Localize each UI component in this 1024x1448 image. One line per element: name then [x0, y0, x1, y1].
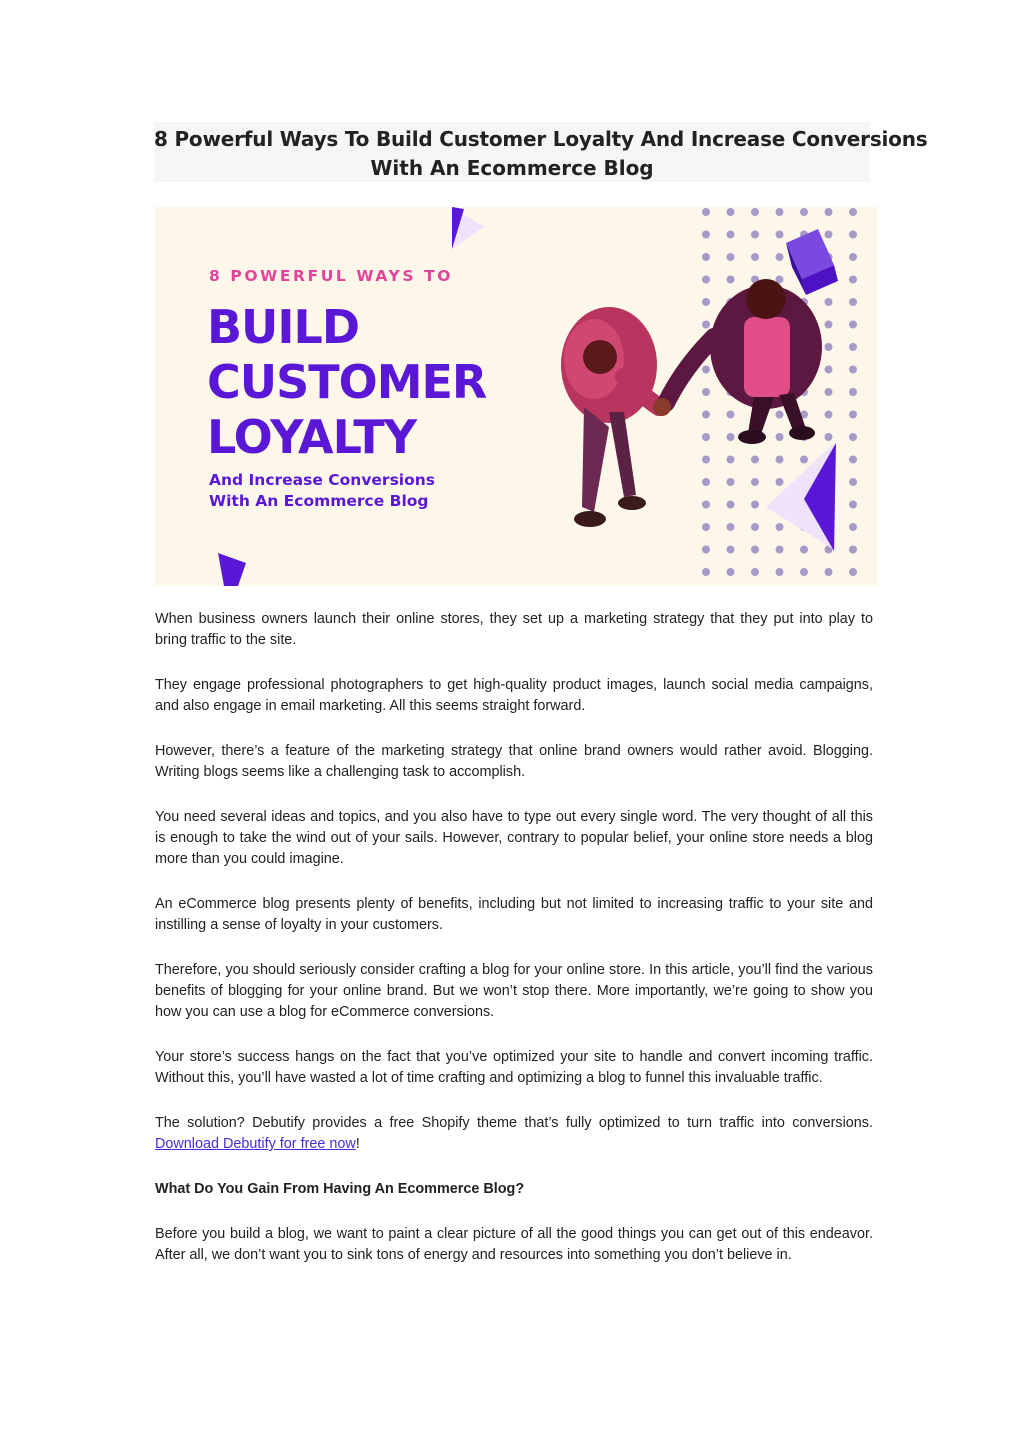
dot	[849, 411, 857, 419]
dot	[800, 456, 808, 464]
section-heading: What Do You Gain From Having An Ecommerce Blog?	[155, 1181, 525, 1197]
dot	[751, 523, 759, 531]
dot	[727, 411, 735, 419]
dot	[702, 366, 710, 374]
dot	[825, 208, 833, 216]
dot	[702, 411, 710, 419]
dot	[727, 523, 735, 531]
dot	[776, 231, 784, 239]
dot	[849, 231, 857, 239]
paragraph-text: The solution? Debutify provides a free Shopify theme that’s fully optimized to turn traffic into conversions.	[155, 1115, 873, 1131]
article-title	[154, 122, 928, 182]
dot	[849, 546, 857, 554]
dot	[702, 253, 710, 261]
dot	[702, 276, 710, 284]
dot	[727, 456, 735, 464]
dot	[751, 231, 759, 239]
dot	[849, 298, 857, 306]
dot	[849, 253, 857, 261]
paragraph: Your store’s success hangs on the fact that you’ve optimized your site to handle and convert incoming traffic. Without this, you’ll have wasted a lot of time crafting and optimizing a blog to funnel this invaluable traffic.	[155, 1049, 873, 1086]
dot	[825, 343, 833, 351]
dot	[727, 501, 735, 509]
paragraph-text: !	[355, 1136, 360, 1152]
dot	[825, 321, 833, 329]
dot	[702, 231, 710, 239]
dot	[776, 456, 784, 464]
hero-kicker-text: 8 POWERFUL WAYS TO	[209, 267, 454, 285]
dot	[800, 546, 808, 554]
dot	[751, 478, 759, 486]
dot	[776, 208, 784, 216]
dot	[825, 433, 833, 441]
hero-headline-line-1: BUILD	[207, 300, 360, 354]
dot	[825, 231, 833, 239]
dot	[751, 208, 759, 216]
paragraph: They engage professional photographers to get high-quality product images, launch social media campaigns, and also engage in email marketing. All this seems straight forward.	[155, 677, 873, 714]
dot	[751, 501, 759, 509]
dot	[800, 568, 808, 576]
dot	[849, 276, 857, 284]
person-left-illustration	[561, 307, 659, 527]
dot	[849, 501, 857, 509]
dot	[776, 253, 784, 261]
dot	[727, 253, 735, 261]
dot	[751, 456, 759, 464]
hero-headline-line-2: CUSTOMER	[207, 355, 487, 409]
dot	[702, 208, 710, 216]
dot	[702, 321, 710, 329]
dot	[849, 478, 857, 486]
paragraph-with-link	[155, 1113, 873, 1155]
person-right-illustration	[666, 279, 822, 444]
dot	[702, 501, 710, 509]
hero-headline-line-3: LOYALTY	[207, 410, 417, 464]
paragraph: Before you build a blog, we want to paint a clear picture of all the good things you can get out of this endeavor. After all, we don’t want you to sink tons of energy and resources into something you don’t believe in.	[155, 1226, 873, 1263]
hero-image	[154, 207, 878, 586]
dot	[702, 546, 710, 554]
dot	[776, 433, 784, 441]
article-title-line-1: 8 Powerful Ways To Build Customer Loyalty And Increase Conversions	[154, 127, 928, 151]
download-debutify-link[interactable]: Download Debutify for free now	[155, 1136, 356, 1152]
shape-decoration-bottom	[218, 553, 246, 586]
dot	[849, 523, 857, 531]
dot	[825, 568, 833, 576]
dot	[825, 388, 833, 396]
article-title-line-2: With An Ecommerce Blog	[370, 156, 654, 180]
dot	[825, 298, 833, 306]
dot	[776, 478, 784, 486]
dot	[849, 208, 857, 216]
paragraph: An eCommerce blog presents plenty of benefits, including but not limited to increasing traffic to your site and instilling a sense of loyalty in your customers.	[155, 896, 873, 933]
dot	[825, 366, 833, 374]
dot	[702, 433, 710, 441]
dot	[776, 546, 784, 554]
dot	[727, 568, 735, 576]
dot	[849, 366, 857, 374]
dot	[849, 321, 857, 329]
paragraph: You need several ideas and topics, and you also have to type out every single word. The very thought of all this is enough to take the wind out of your sails. However, contrary to popular belief, your online store needs a blog more than you could imagine.	[155, 809, 873, 867]
dot	[849, 433, 857, 441]
dot	[751, 546, 759, 554]
dot	[849, 568, 857, 576]
paragraph: When business owners launch their online stores, they set up a marketing strategy that they put into play to bring traffic to the site.	[155, 611, 873, 648]
dot	[825, 411, 833, 419]
dot	[849, 343, 857, 351]
dot	[776, 568, 784, 576]
dot	[849, 456, 857, 464]
paragraph: However, there’s a feature of the marketing strategy that online brand owners would rather avoid. Blogging. Writing blogs seems like a challenging task to accomplish.	[155, 743, 873, 780]
dot	[702, 523, 710, 531]
dot	[751, 253, 759, 261]
dot	[776, 411, 784, 419]
hero-subtitle-line-2: With An Ecommerce Blog	[209, 492, 429, 510]
paragraph: Therefore, you should seriously consider crafting a blog for your online store. In this article, you’ll find the various benefits of blogging for your online brand. But we won’t stop there. More importantly, we’re going to show you how you can use a blog for eCommerce conversions.	[155, 962, 873, 1020]
dot	[702, 456, 710, 464]
dot	[727, 231, 735, 239]
dot	[702, 298, 710, 306]
dot	[727, 546, 735, 554]
article-body	[155, 609, 873, 1290]
dot	[727, 433, 735, 441]
dot	[776, 523, 784, 531]
dot	[751, 568, 759, 576]
handshake-illustration	[653, 398, 671, 416]
dot	[727, 276, 735, 284]
dot	[849, 388, 857, 396]
dot	[702, 568, 710, 576]
dot	[800, 208, 808, 216]
dot	[702, 388, 710, 396]
hero-subtitle-line-1: And Increase Conversions	[209, 471, 436, 489]
dot	[702, 478, 710, 486]
dot	[727, 478, 735, 486]
dot	[727, 208, 735, 216]
